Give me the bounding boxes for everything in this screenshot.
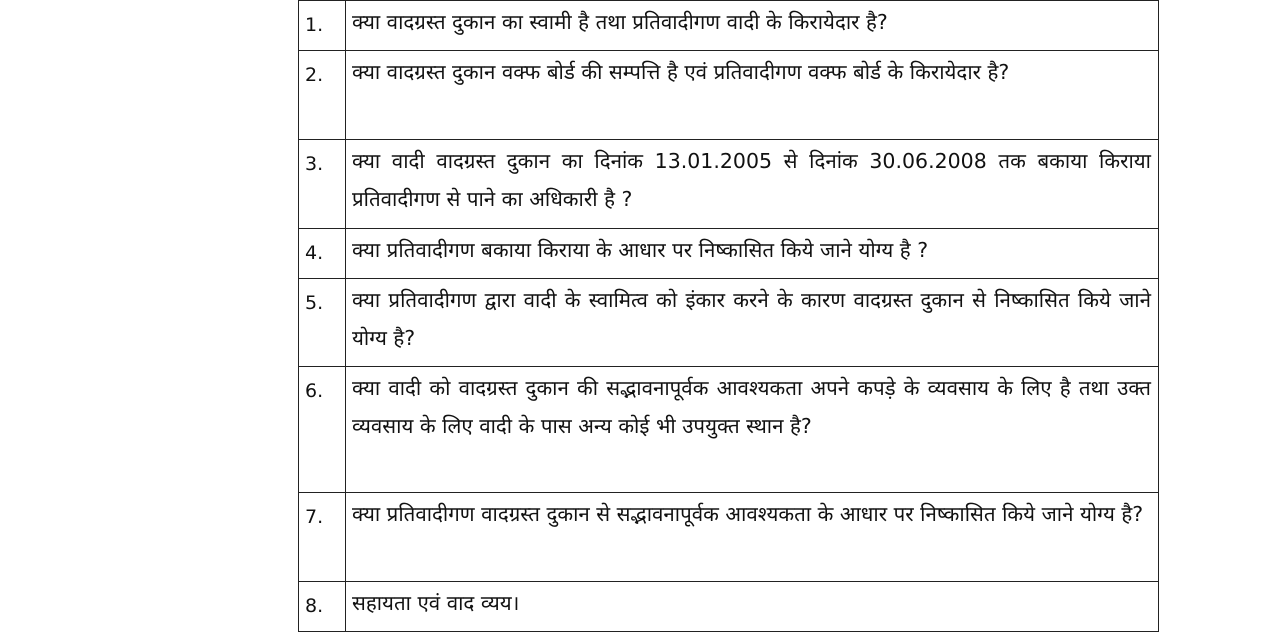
table-row — [299, 140, 1159, 229]
issue-text: क्या वादग्रस्त दुकान का स्वामी है तथा प्रतिवादीगण वादी के किरायेदार है? — [346, 1, 1159, 51]
issue-text: क्या प्रतिवादीगण बकाया किराया के आधार पर निष्कासित किये जाने योग्य है ? — [346, 229, 1159, 279]
issue-number: 4. — [299, 229, 346, 279]
issue-text: सहायता एवं वाद व्यय। — [346, 582, 1159, 632]
issues-table — [298, 0, 1159, 632]
issue-text: क्या वादी को वादग्रस्त दुकान की सद्भावनापूर्वक आवश्यकता अपने कपड़े के व्यवसाय के लिए है तथा उक्त व्यवसाय के लिए वादी के पास अन्य कोई भी उपयुक्त स्थान है? — [346, 367, 1159, 493]
issue-text: क्या प्रतिवादीगण वादग्रस्त दुकान से सद्भावनापूर्वक आवश्यकता के आधार पर निष्कासित किये जाने योग्य है? — [346, 493, 1159, 582]
issue-number: 5. — [299, 279, 346, 367]
issue-number: 1. — [299, 1, 346, 51]
table-row — [299, 229, 1159, 279]
issue-text: क्या वादी वादग्रस्त दुकान का दिनांक 13.01.2005 से दिनांक 30.06.2008 तक बकाया किराया प्रतिवादीगण से पाने का अधिकारी है ? — [346, 140, 1159, 229]
issue-number: 6. — [299, 367, 346, 493]
table-row — [299, 1, 1159, 51]
table-row — [299, 493, 1159, 582]
issue-text: क्या प्रतिवादीगण द्वारा वादी के स्वामित्व को इंकार करने के कारण वादग्रस्त दुकान से निष्कासित किये जाने योग्य है? — [346, 279, 1159, 367]
table-row — [299, 582, 1159, 632]
issue-text: क्या वादग्रस्त दुकान वक्फ बोर्ड की सम्पत्ति है एवं प्रतिवादीगण वक्फ बोर्ड के किरायेदार है? — [346, 51, 1159, 140]
issue-number: 7. — [299, 493, 346, 582]
table-row — [299, 367, 1159, 493]
issue-number: 2. — [299, 51, 346, 140]
issue-number: 3. — [299, 140, 346, 229]
issue-number: 8. — [299, 582, 346, 632]
table-row — [299, 51, 1159, 140]
table-row — [299, 279, 1159, 367]
